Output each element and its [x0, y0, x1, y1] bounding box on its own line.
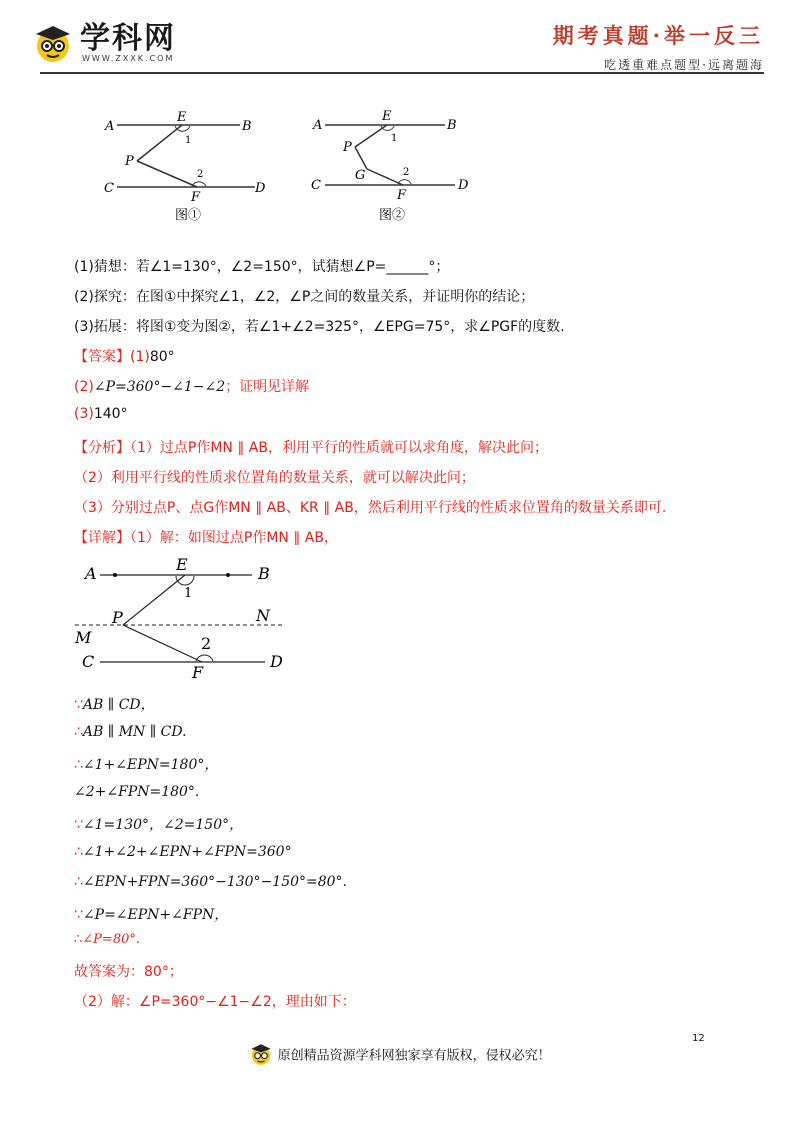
fig1-label-d: D — [255, 181, 266, 196]
analysis-row-1 — [74, 437, 548, 457]
header-divider — [40, 72, 764, 74]
proof-symbol: ∵ — [74, 697, 83, 713]
proof-step — [74, 904, 228, 924]
fig2-angle-2: 2 — [403, 167, 410, 178]
fig3-label-p: P — [112, 608, 123, 627]
figure-1 — [95, 105, 275, 225]
proof-symbol: ∴ — [74, 874, 83, 890]
proof-text: ∠1+∠2+∠EPN+∠FPN=360° — [82, 844, 292, 860]
answer-3-prefix: (3) — [74, 406, 94, 422]
detail-intro: （1）解：如图过点P作MN ∥ AB， — [130, 530, 338, 546]
fig2-angle-1: 1 — [391, 133, 398, 144]
answer-row-2 — [74, 376, 309, 396]
proof-text: ∠P=∠EPN+∠FPN， — [82, 907, 229, 923]
proof-symbol: ∴ — [74, 724, 83, 740]
site-logo — [32, 22, 176, 64]
mascot-icon — [32, 22, 74, 64]
footer-text: 原创精品资源学科网独家享有版权，侵权必究！ — [277, 1048, 551, 1064]
fig2-label-p: P — [343, 140, 352, 155]
proof-symbol: ∴ — [74, 757, 83, 773]
detail-part-2: （2）解：∠P=360°−∠1−∠2，理由如下： — [74, 994, 356, 1010]
figure-3 — [70, 555, 300, 680]
answer-1-prefix: (1) — [130, 349, 150, 365]
answer-label: 【答案】 — [74, 349, 130, 365]
fig2-label-f: F — [397, 188, 407, 203]
page-number: 12 — [692, 1033, 705, 1044]
detail-label: 【详解】 — [74, 530, 130, 546]
figure-2 — [305, 105, 485, 225]
fig3-label-f: F — [192, 663, 204, 680]
proof-symbol: ∵ — [74, 907, 83, 923]
analysis-p1: （1）过点P作MN ∥ AB，利用平行的性质就可以求角度，解决此问； — [130, 440, 548, 456]
proof-text: ∠2+∠FPN=180°. — [74, 784, 200, 800]
fig2-label-c: C — [311, 178, 321, 193]
mascot-icon — [249, 1042, 273, 1066]
footer — [0, 1042, 800, 1066]
logo-url: WWW.ZXXK.COM — [82, 53, 175, 63]
fig2-label-g: G — [355, 168, 366, 183]
fig3-angle-2: 2 — [201, 634, 212, 653]
fig1-label-f: F — [191, 190, 201, 205]
answer-1-value: 80° — [149, 349, 175, 365]
proof-text: ∠P=80°. — [82, 932, 140, 947]
fig1-angle-2: 2 — [197, 169, 204, 180]
proof-text: ∠1+∠EPN=180°， — [82, 757, 219, 773]
logo-title: 学科网 — [80, 20, 176, 56]
fig1-label-e: E — [177, 110, 187, 125]
fig2-label-e: E — [382, 109, 392, 124]
question-1: (1)猜想：若∠1=130°，∠2=150°，试猜想∠P=______°； — [74, 259, 450, 275]
answer-2-prefix: (2) — [74, 379, 94, 395]
fig3-label-n: N — [256, 606, 270, 625]
fig1-label-b: B — [242, 119, 252, 134]
fig3-label-c: C — [82, 652, 95, 671]
question-2: (2)探究：在图①中探究∠1，∠2，∠P之间的数量关系，并证明你的结论； — [74, 289, 535, 305]
fig3-angle-1: 1 — [184, 586, 193, 601]
proof-step — [74, 754, 218, 774]
answer-2-suffix: ；证明见详解 — [225, 379, 310, 395]
answer-3-value: 140° — [93, 406, 128, 422]
proof-step — [74, 874, 347, 890]
proof-text: AB ∥ MN ∥ CD. — [82, 724, 187, 740]
fig1-angle-1: 1 — [185, 135, 192, 146]
proof-symbol: ∵ — [74, 817, 83, 833]
fig3-label-e: E — [176, 555, 188, 574]
analysis-p2: （2）利用平行线的性质求位置角的数量关系，就可以解决此问； — [74, 470, 475, 486]
answer-row-1 — [74, 346, 175, 366]
fig2-label-b: B — [447, 118, 457, 133]
fig1-caption: 图① — [175, 208, 202, 223]
proof-text: ∠1=130°，∠2=150°， — [82, 817, 244, 833]
proof-text: ∠EPN+FPN=360°−130°−150°=80°. — [82, 874, 348, 890]
answer-2-value: ∠P=360°−∠1−∠2 — [93, 379, 226, 395]
header-sub-slogan: 吃透重难点题型·远离题海 — [604, 58, 764, 72]
proof-symbol: ∴ — [74, 932, 83, 947]
proof-step — [74, 814, 243, 834]
fig1-label-a: A — [105, 119, 115, 134]
proof-symbol: ∴ — [74, 844, 83, 860]
fig2-label-a: A — [313, 118, 323, 133]
proof-step — [74, 784, 199, 800]
fig3-label-a: A — [85, 564, 97, 583]
fig2-label-d: D — [458, 178, 469, 193]
fig3-label-d: D — [270, 652, 283, 671]
proof-step — [74, 724, 187, 740]
fig2-caption: 图② — [379, 208, 406, 223]
analysis-label: 【分析】 — [74, 440, 130, 456]
proof-step — [74, 844, 292, 860]
detail-row-1 — [74, 527, 338, 547]
analysis-p3: （3）分别过点P、点G作MN ∥ AB、KR ∥ AB，然后利用平行线的性质求位置角的数量关系即可. — [74, 500, 667, 516]
proof-step — [74, 932, 140, 947]
fig3-label-m: M — [75, 628, 92, 647]
answer-row-3 — [74, 406, 128, 422]
detail-conclusion: 故答案为：80°； — [74, 964, 183, 980]
fig1-label-p: P — [125, 154, 134, 169]
proof-step — [74, 694, 155, 714]
fig3-label-b: B — [258, 564, 270, 583]
fig1-label-c: C — [104, 181, 114, 196]
question-3: (3)拓展：将图①变为图②，若∠1+∠2=325°，∠EPG=75°，求∠PGF的度数. — [74, 319, 565, 335]
proof-text: AB ∥ CD， — [82, 697, 155, 713]
header-slogan: 期考真题·举一反三 — [552, 23, 764, 48]
